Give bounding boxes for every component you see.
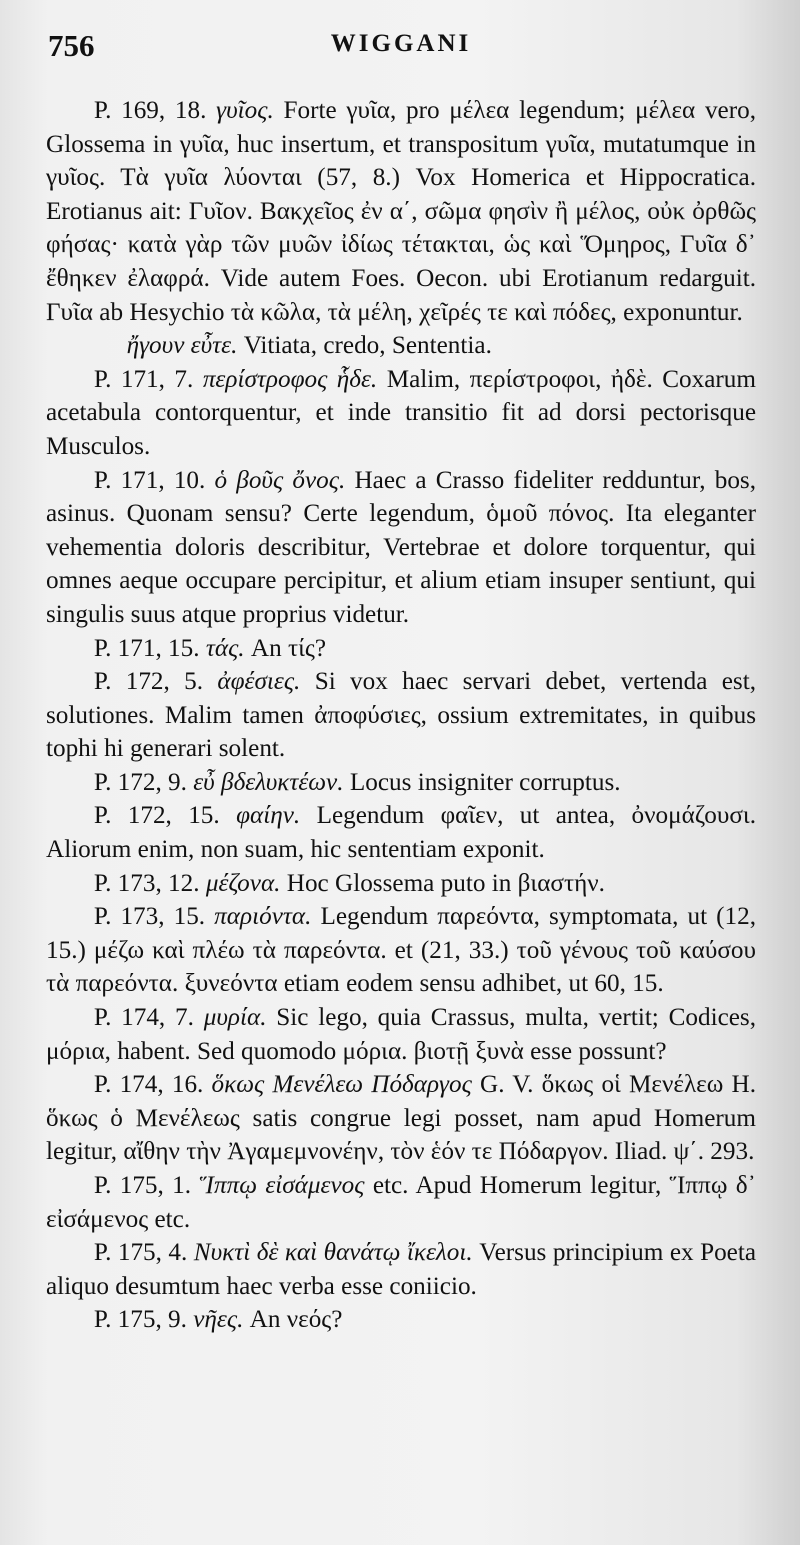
entry-comment: Versus principium ex Poeta aliquo desumtum haec verba esse coniicio. [46, 1239, 757, 1300]
entry-lemma: ὅκως Μενέλεω Πόδαργος [211, 1071, 472, 1099]
page-number: 756 [48, 28, 95, 63]
entry-comment: Hoc Glossema puto in βιαστήν. [286, 869, 605, 897]
entry-reference: P. 172, 9. [93, 768, 187, 796]
entry-reference: P. 171, 7. [93, 365, 194, 393]
commentary-entry [46, 363, 756, 464]
entry-reference: P. 174, 7. [93, 1004, 194, 1032]
commentary-entry [46, 94, 756, 329]
commentary-entry [46, 900, 756, 1001]
entry-lemma: μέζονα. [205, 869, 281, 897]
entry-lemma: Νυκτὶ δὲ καὶ θανάτῳ ἴκελοι. [193, 1239, 473, 1267]
page-header [46, 20, 756, 66]
running-head: WIGGANI [330, 30, 472, 57]
commentary-entry [46, 464, 756, 632]
entry-lemma: περίστροφος ἧδε. [202, 365, 378, 393]
commentary-entry [46, 329, 756, 363]
entry-reference: P. 173, 12. [93, 869, 200, 897]
commentary-entry [46, 1169, 756, 1236]
entry-reference: P. 175, 4. [93, 1239, 188, 1267]
entry-comment: Si vox haec servari debet, vertenda est, solutiones. Malim tamen ἀποφύσιες, ossium extremitates, in quibus tophi hi generari solent. [46, 668, 757, 763]
entry-lemma: ὁ βοῦς ὄνος. [214, 466, 346, 494]
entry-reference: P. 173, 15. [93, 903, 206, 931]
entry-comment: An τίς? [250, 634, 327, 662]
entry-comment: Vitiata, credo, Sententia. [243, 332, 492, 360]
commentary-entry [46, 1068, 756, 1169]
commentary-entry [46, 1236, 756, 1303]
entry-reference: P. 172, 5. [93, 668, 204, 696]
commentary-entry [46, 867, 756, 901]
entry-comment: Sic lego, quia Crassus, multa, vertit; Codices, μόρια, habent. Sed quomodo μόρια. βιοτῇ ξυνὰ esse possunt? [46, 1004, 757, 1065]
commentary-entry [46, 766, 756, 800]
entry-reference: P. 174, 16. [93, 1071, 204, 1099]
entry-lemma: νῆες. [193, 1306, 244, 1334]
entry-comment: Legendum παρεόντα, symptomata, ut (12, 15.) μέζω καὶ πλέω τὰ παρεόντα. et (21, 33.) τοῦ γένους τοῦ καύσου τὰ παρεόντα. ξυνεόντα etiam eodem sensu adhibet, ut 60, 15. [46, 903, 757, 998]
entry-comment: Malim, περίστροφοι, ἠδὲ. Coxarum acetabula contorquentur, et inde transitio fit ad dorsi pectorisque Musculos. [46, 365, 756, 460]
entry-comment: Locus insigniter corruptus. [349, 768, 621, 796]
entry-comment: etc. Apud Homerum legitur, Ἵππῳ δ᾽ εἰσάμενος etc. [46, 1172, 757, 1233]
commentary-entry [46, 632, 756, 666]
commentary-body [46, 94, 756, 1337]
commentary-entry [46, 799, 756, 866]
entry-reference: P. 175, 9. [93, 1306, 187, 1334]
entry-lemma: Ἵππῳ εἰσάμενος [199, 1172, 365, 1199]
commentary-entry [46, 1001, 756, 1068]
entry-comment: Legendum φαῖεν, ut antea, ὀνομάζουσι. Aliorum enim, non suam, hic sententiam exponit. [46, 802, 757, 864]
entry-lemma: ἤγουν εὖτε. [126, 332, 238, 360]
entry-lemma: φαίην. [236, 802, 301, 830]
entry-comment: G. V. ὅκως οἱ Μενέλεω H. ὅκως ὁ Μενέλεως satis congrue legi posset, nam apud Homerum legitur, αἴθην τὴν Ἀγαμεμνονέην, τὸν ἑόν τε Πόδαργον. Iliad. ψ΄. 293. [46, 1071, 757, 1166]
entry-comment: Haec a Crasso fideliter redduntur, bos, asinus. Quonam sensu? Certe legendum, ὁμοῦ πόνος. Ita eleganter vehementia doloris describitur, Vertebrae et dolore torquentur, qui omnes aeque occupare percipitur, et alium etiam insuper sentiunt, qui singulis suus atque proprius videtur. [46, 466, 757, 628]
entry-reference: P. 171, 15. [93, 634, 200, 662]
entry-lemma: μυρία. [203, 1004, 267, 1032]
entry-lemma: ἀφέσιες. [217, 668, 301, 696]
entry-reference: P. 172, 15. [93, 802, 220, 830]
commentary-entry [46, 665, 756, 766]
entry-comment: An νεός? [249, 1306, 343, 1334]
entry-reference: P. 171, 10. [93, 466, 206, 494]
entry-reference: P. 169, 18. [93, 97, 207, 124]
entry-lemma: τάς. [205, 634, 245, 662]
commentary-entry [46, 1303, 756, 1337]
entry-reference: P. 175, 1. [93, 1172, 192, 1199]
entry-lemma: γυῖος. [216, 97, 274, 124]
entry-lemma: παριόντα. [214, 903, 312, 931]
entry-comment: Forte γυῖα, pro μέλεα legendum; μέλεα vero, Glossema in γυῖα, huc insertum, et transpositum γυῖα, mutatumque in γυῖος. Τὰ γυῖα λύονται (57, 8.) Vox Homerica et Hippocratica. Erotianus ait: Γυῖον. Βακχεῖος ἐν α΄, σῶμα φησὶν ἢ μέλος, οὐκ ὀρθῶς φήσας· κατὰ γὰρ τῶν μυῶν ἰδίως τέτακται, ὡς καὶ Ὅμηρος, Γυῖα δ᾽ ἔθηκεν ἐλαφρά. Vide autem Foes. Oecon. ubi Erotianum redarguit. Γυῖα ab Hesychio τὰ κῶλα, τὰ μέλη, χεῖρές τε καὶ πόδες, exponuntur. [46, 97, 757, 326]
entry-lemma: εὖ βδελυκτέων. [193, 768, 344, 796]
